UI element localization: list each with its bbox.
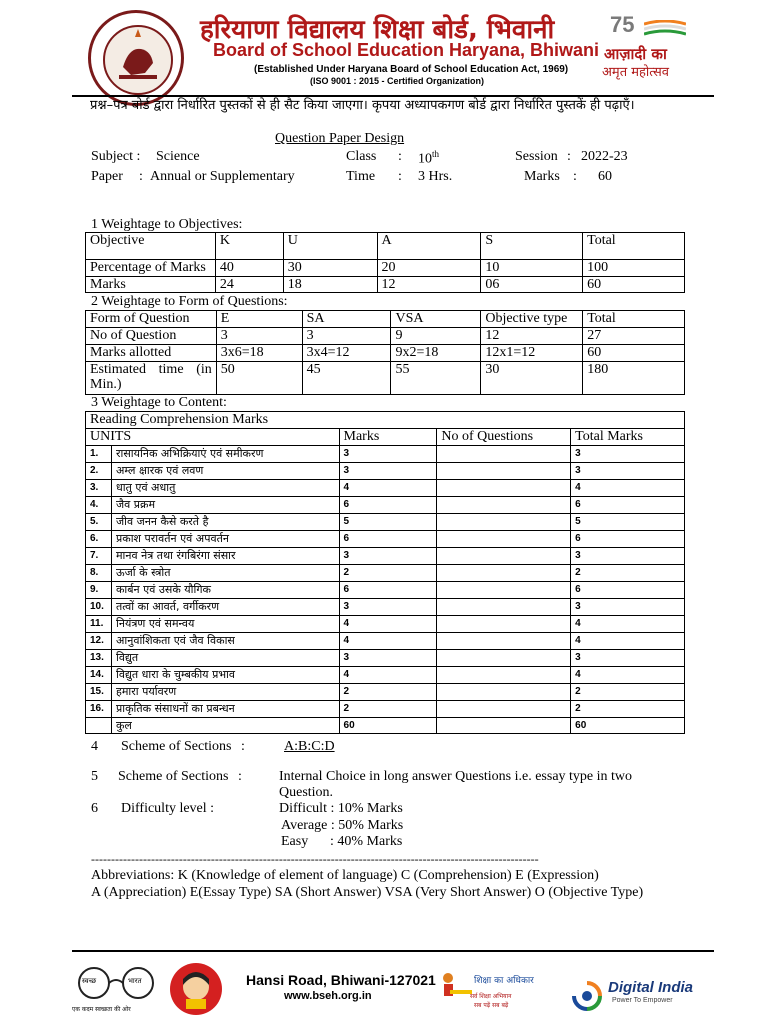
unit-questions (437, 650, 571, 667)
unit-name: जीव जनन कैसे करते है (111, 514, 339, 531)
table-cell: 55 (391, 362, 481, 395)
section-5-colon: : (238, 769, 242, 784)
child-with-pencil-icon (438, 970, 472, 1000)
unit-number: 5. (86, 514, 112, 531)
unit-number: 7. (86, 548, 112, 565)
section-4-number: 4 (91, 739, 98, 754)
time-value: 3 Hrs. (418, 169, 453, 184)
table-cell: 12x1=12 (481, 345, 583, 362)
unit-questions (437, 548, 571, 565)
section-5-value-2: Question. (279, 785, 334, 800)
logo-emblem (103, 25, 173, 95)
table-cell: K (215, 233, 283, 260)
unit-total-marks: 2 (571, 684, 685, 701)
question-forms-table (85, 310, 685, 395)
azadi-number: 75 (610, 12, 635, 37)
unit-name: हमारा पर्यावरण (111, 684, 339, 701)
table-cell: 40 (215, 260, 283, 277)
table-cell: Total (583, 311, 685, 328)
table-cell: 30 (283, 260, 377, 277)
digital-india-logo (572, 975, 712, 1015)
table-cell: 3x6=18 (216, 345, 302, 362)
average-line: Average : 50% Marks (281, 818, 404, 833)
swachh-tagline: एक कदम स्वच्छता की ओर (72, 1006, 131, 1013)
notice-text: प्रश्न–पत्र बोर्ड द्वारा निर्धारित पुस्तकों से ही सैट किया जाएगा। कृपया अध्यापकगण बोर्ड द्वारा निर्धारित पुस्तकें ही पढ़ाएँ। (90, 98, 635, 113)
unit-marks: 2 (339, 701, 437, 718)
unit-number: 15. (86, 684, 112, 701)
table-cell: A (377, 233, 481, 260)
table-row (86, 667, 685, 684)
unit-marks: 2 (339, 565, 437, 582)
section-6-number: 6 (91, 801, 98, 816)
section-5-label: Scheme of Sections (118, 769, 229, 784)
azadi-line-1: आज़ादी का (604, 45, 667, 63)
unit-questions (437, 599, 571, 616)
unit-questions (437, 616, 571, 633)
table-row (86, 463, 685, 480)
unit-name: तत्वों का आवर्त, वर्गीकरण (111, 599, 339, 616)
table-row (86, 345, 685, 362)
table-cell: VSA (391, 311, 481, 328)
table-cell: 60 (583, 277, 685, 293)
unit-questions (437, 531, 571, 548)
table-cell: 50 (216, 362, 302, 395)
unit-questions (437, 701, 571, 718)
column-header: UNITS (86, 429, 340, 446)
unit-questions (437, 463, 571, 480)
table-row (86, 599, 685, 616)
shiksha-title: शिक्षा का अधिकार (474, 976, 534, 986)
design-title: Question Paper Design (275, 131, 405, 146)
table-cell: 10 (481, 260, 583, 277)
unit-total-marks: 3 (571, 548, 685, 565)
table-cell: No of Question (86, 328, 217, 345)
swachh-left-text: स्वच्छ (82, 977, 97, 985)
shiksha-tagline-1: सर्व शिक्षा अभियान (470, 993, 512, 1000)
unit-number: 8. (86, 565, 112, 582)
unit-total-marks: 3 (571, 599, 685, 616)
tricolor-flag-icon (644, 20, 686, 36)
session-value: 2022-23 (581, 149, 628, 164)
session-label: Session (515, 149, 558, 164)
table-cell: 3x4=12 (302, 345, 391, 362)
unit-number: 1. (86, 446, 112, 463)
unit-marks: 3 (339, 650, 437, 667)
beti-bachao-logo (170, 963, 222, 1015)
section-4-label: Scheme of Sections (121, 739, 232, 754)
digital-india-emblem-icon (572, 981, 602, 1011)
unit-name: ऊर्जा के स्त्रोत (111, 565, 339, 582)
unit-questions (437, 514, 571, 531)
unit-questions (437, 633, 571, 650)
total-marks: 60 (339, 718, 437, 734)
section-2-title: 2 Weightage to Form of Questions: (91, 294, 288, 309)
paper-colon: : (139, 169, 143, 184)
table-row (86, 531, 685, 548)
table-row (86, 701, 685, 718)
time-label: Time (346, 169, 376, 184)
table-cell: 9 (391, 328, 481, 345)
table-cell (86, 718, 112, 734)
unit-total-marks: 5 (571, 514, 685, 531)
unit-number: 13. (86, 650, 112, 667)
unit-questions (437, 582, 571, 599)
table-cell: 3 (302, 328, 391, 345)
swachh-right-text: भारत (128, 977, 142, 985)
marks-colon: : (573, 169, 577, 184)
address-text: Hansi Road, Bhiwani-127021 (246, 972, 436, 988)
easy-value: : 40% Marks (330, 834, 403, 849)
class-label: Class (346, 149, 377, 164)
unit-number: 14. (86, 667, 112, 684)
class-colon: : (398, 149, 402, 164)
unit-marks: 4 (339, 480, 437, 497)
unit-marks: 4 (339, 667, 437, 684)
paper-label: Paper (91, 169, 123, 184)
table-row (86, 311, 685, 328)
table-cell: 18 (283, 277, 377, 293)
table-row (86, 260, 685, 277)
unit-marks: 6 (339, 531, 437, 548)
table-cell: 30 (481, 362, 583, 395)
unit-total-marks: 2 (571, 565, 685, 582)
unit-total-marks: 6 (571, 497, 685, 514)
unit-total-marks: 6 (571, 582, 685, 599)
table-row (86, 514, 685, 531)
table-row (86, 233, 685, 260)
shiksha-ka-adhikar-logo (438, 970, 558, 1018)
unit-number: 11. (86, 616, 112, 633)
unit-marks: 2 (339, 684, 437, 701)
table-row (86, 446, 685, 463)
unit-name: विद्युत (111, 650, 339, 667)
unit-questions (437, 667, 571, 684)
unit-questions (437, 446, 571, 463)
unit-marks: 6 (339, 497, 437, 514)
unit-name: मानव नेत्र तथा रंगबिरंगा संसार (111, 548, 339, 565)
session-colon: : (567, 149, 571, 164)
unit-number: 6. (86, 531, 112, 548)
table-row (86, 480, 685, 497)
unit-total-marks: 3 (571, 463, 685, 480)
difficult-line: Difficult : 10% Marks (279, 801, 403, 816)
abbreviations-line-1: Abbreviations: K (Knowledge of element of language) C (Comprehension) E (Expression) (91, 868, 599, 883)
digital-india-title: Digital India (608, 979, 694, 996)
unit-number: 2. (86, 463, 112, 480)
unit-number: 9. (86, 582, 112, 599)
established-note: (Established Under Haryana Board of School Education Act, 1969) (254, 64, 569, 75)
azadi-line-2: अमृत महोत्सव (602, 65, 670, 80)
unit-name: धातु एवं अधातु (111, 480, 339, 497)
table-row (86, 633, 685, 650)
table-row (86, 718, 685, 734)
time-colon: : (398, 169, 402, 184)
unit-questions (437, 565, 571, 582)
table-cell: 12 (481, 328, 583, 345)
table-cell: 06 (481, 277, 583, 293)
shiksha-tagline-2: सब पढ़ें सब बढ़ें (474, 1002, 509, 1009)
digital-india-tagline: Power To Empower (612, 997, 673, 1004)
table-row (86, 277, 685, 293)
table-row (86, 362, 685, 395)
section-6-label: Difficulty level : (121, 801, 215, 816)
content-weightage-table (85, 411, 685, 734)
unit-name: जैव प्रक्रम (111, 497, 339, 514)
table-cell: 3 (216, 328, 302, 345)
subject-label: Subject : (91, 149, 141, 164)
unit-questions (437, 497, 571, 514)
table-cell: 45 (302, 362, 391, 395)
unit-name: नियंत्रण एवं समन्वय (111, 616, 339, 633)
table-cell: 20 (377, 260, 481, 277)
section-3-title: 3 Weightage to Content: (91, 395, 227, 410)
unit-name: प्राकृतिक संसाधनों का प्रबन्धन (111, 701, 339, 718)
unit-name: प्रकाश परावर्तन एवं अपवर्तन (111, 531, 339, 548)
table-cell: SA (302, 311, 391, 328)
reading-comprehension-row: Reading Comprehension Marks (86, 412, 685, 429)
table-cell (437, 718, 571, 734)
unit-questions (437, 480, 571, 497)
table-row (86, 582, 685, 599)
table-cell: 9x2=18 (391, 345, 481, 362)
section-4-colon: : (241, 739, 245, 754)
table-row (86, 565, 685, 582)
section-5-value-1: Internal Choice in long answer Questions i.e. essay type in two (279, 769, 633, 784)
unit-marks: 4 (339, 633, 437, 650)
table-cell: 60 (583, 345, 685, 362)
table-row (86, 548, 685, 565)
table-cell: Percentage of Marks (86, 260, 216, 277)
subject-value: Science (156, 149, 200, 164)
table-row (86, 328, 685, 345)
table-cell: 27 (583, 328, 685, 345)
board-name-hindi: हरियाणा विद्यालय शिक्षा बोर्ड, भिवानी (200, 15, 555, 45)
unit-marks: 5 (339, 514, 437, 531)
unit-number: 3. (86, 480, 112, 497)
unit-marks: 3 (339, 548, 437, 565)
unit-name: रासायनिक अभिक्रियाएं एवं समीकरण (111, 446, 339, 463)
table-cell: Marks (86, 277, 216, 293)
footer-divider (72, 950, 714, 952)
column-header: Total Marks (571, 429, 685, 446)
table-cell: S (481, 233, 583, 260)
class-value: 10th (418, 149, 440, 167)
table-row (86, 412, 685, 429)
section-4-value: A:B:C:D (284, 739, 335, 754)
azadi-ka-amrit-mahotsav-logo (604, 12, 694, 82)
unit-number: 10. (86, 599, 112, 616)
marks-label: Marks (524, 169, 560, 184)
unit-total-marks: 4 (571, 480, 685, 497)
unit-marks: 4 (339, 616, 437, 633)
table-row (86, 616, 685, 633)
unit-total-marks: 2 (571, 701, 685, 718)
unit-total-marks: 6 (571, 531, 685, 548)
board-logo (88, 10, 184, 106)
section-1-title: 1 Weightage to Objectives: (91, 217, 243, 232)
unit-total-marks: 3 (571, 446, 685, 463)
table-cell: Form of Question (86, 311, 217, 328)
unit-total-marks: 4 (571, 633, 685, 650)
table-cell: 100 (583, 260, 685, 277)
unit-total-marks: 4 (571, 616, 685, 633)
unit-number: 12. (86, 633, 112, 650)
section-5-number: 5 (91, 769, 98, 784)
unit-name: आनुवांशिकता एवं जैव विकास (111, 633, 339, 650)
unit-number: 4. (86, 497, 112, 514)
abbreviations-line-2: A (Appreciation) E(Essay Type) SA (Short Answer) VSA (Very Short Answer) O (Objective Type) (91, 885, 644, 900)
paper-value: Annual or Supplementary (150, 169, 295, 184)
column-header: No of Questions (437, 429, 571, 446)
easy-label: Easy (281, 834, 309, 849)
table-cell: 180 (583, 362, 685, 395)
unit-name: विद्युत धारा के चुम्बकीय प्रभाव (111, 667, 339, 684)
table-cell: 24 (215, 277, 283, 293)
unit-name: अम्ल क्षारक एवं लवण (111, 463, 339, 480)
website-link[interactable]: www.bseh.org.in (284, 990, 372, 1002)
table-cell: Objective (86, 233, 216, 260)
girl-face-icon (170, 963, 222, 1015)
iso-note: (ISO 9001 : 2015 - Certified Organization) (310, 76, 485, 86)
unit-questions (437, 684, 571, 701)
column-header: Marks (339, 429, 437, 446)
objectives-table (85, 232, 685, 293)
marks-value: 60 (598, 169, 612, 184)
table-row (86, 684, 685, 701)
table-cell: 12 (377, 277, 481, 293)
unit-total-marks: 4 (571, 667, 685, 684)
total-total-marks: 60 (571, 718, 685, 734)
unit-name: कार्बन एवं उसके यौगिक (111, 582, 339, 599)
table-row (86, 429, 685, 446)
total-label: कुल (111, 718, 339, 734)
table-cell: Total (583, 233, 685, 260)
table-row (86, 650, 685, 667)
dashed-separator: ---------------------------------------------------------------------------------------------------------------- (91, 852, 539, 866)
table-cell: U (283, 233, 377, 260)
unit-marks: 6 (339, 582, 437, 599)
unit-marks: 3 (339, 446, 437, 463)
table-cell: Marks allotted (86, 345, 217, 362)
board-name-english: Board of School Education Haryana, Bhiwani (213, 40, 600, 60)
unit-total-marks: 3 (571, 650, 685, 667)
table-row (86, 497, 685, 514)
table-cell: Objective type (481, 311, 583, 328)
unit-marks: 3 (339, 463, 437, 480)
unit-number: 16. (86, 701, 112, 718)
table-cell: Estimated time (in Min.) (86, 362, 217, 395)
table-cell: E (216, 311, 302, 328)
unit-marks: 3 (339, 599, 437, 616)
